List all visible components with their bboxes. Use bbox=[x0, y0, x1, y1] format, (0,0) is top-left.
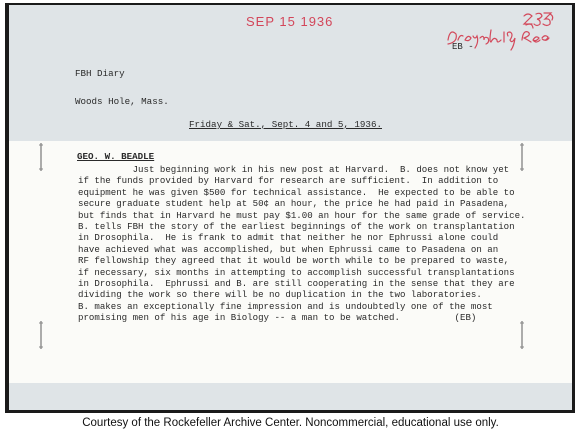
body-line: B. makes an exceptionally fine impression and is undoubtedly one of the most bbox=[78, 300, 493, 312]
body-line: equipment he was given $500 for technical assistance. He expected to be able to bbox=[78, 186, 515, 198]
body-line: but finds that in Harvard he must pay $1.00 an hour for the same grade of service. bbox=[78, 209, 526, 221]
staple-icon bbox=[38, 142, 44, 172]
staple-icon bbox=[519, 320, 525, 350]
body-line: RF fellowship they agreed that it would be worth while to be prepared to waste, bbox=[78, 255, 510, 267]
body-line: Just beginning work in his new post at Harvard. B. does not know yet bbox=[78, 164, 510, 175]
location: Woods Hole, Mass. bbox=[75, 96, 169, 107]
body-line: have achieved what was accomplished, but when Ephrussi came to Pasadena on an bbox=[78, 243, 499, 255]
body-line: dividing the work so there will be no duplication in the two laboratories. bbox=[78, 289, 482, 301]
body-line: in Drosophila. Ephrussi and B. are still cooperating in the sense that they are bbox=[78, 278, 515, 290]
body-line: B. tells FBH the story of the earliest beginnings of the work on transplantation bbox=[78, 221, 515, 233]
body-line: if the funds provided by Harvard for research are sufficient. In addition to bbox=[78, 175, 499, 187]
staple-icon bbox=[519, 142, 525, 172]
entry-body bbox=[78, 164, 560, 324]
entry-date: Friday & Sat., Sept. 4 and 5, 1936. bbox=[189, 119, 382, 130]
archive-caption: Courtesy of the Rockefeller Archive Center. Noncommercial, educational use only. bbox=[82, 417, 499, 429]
eb-mark: EB - bbox=[452, 42, 474, 52]
staple-icon bbox=[38, 320, 44, 350]
body-line: promising men of his age in Biology -- a man to be watched. (EB) bbox=[78, 312, 477, 324]
entry-subject: GEO. W. BEADLE bbox=[77, 151, 155, 162]
date-stamp: SEP 15 1936 bbox=[246, 14, 334, 29]
body-line: if necessary, six months in attempting to accomplish successful transplantations bbox=[78, 266, 515, 278]
body-line: secure graduate student help at 50¢ an hour, the price he had paid in Pasadena, bbox=[78, 198, 510, 210]
body-line: in Drosophila. He is frank to admit that neither he nor Ephrussi alone could bbox=[78, 232, 499, 244]
diary-title: FBH Diary bbox=[75, 68, 125, 79]
